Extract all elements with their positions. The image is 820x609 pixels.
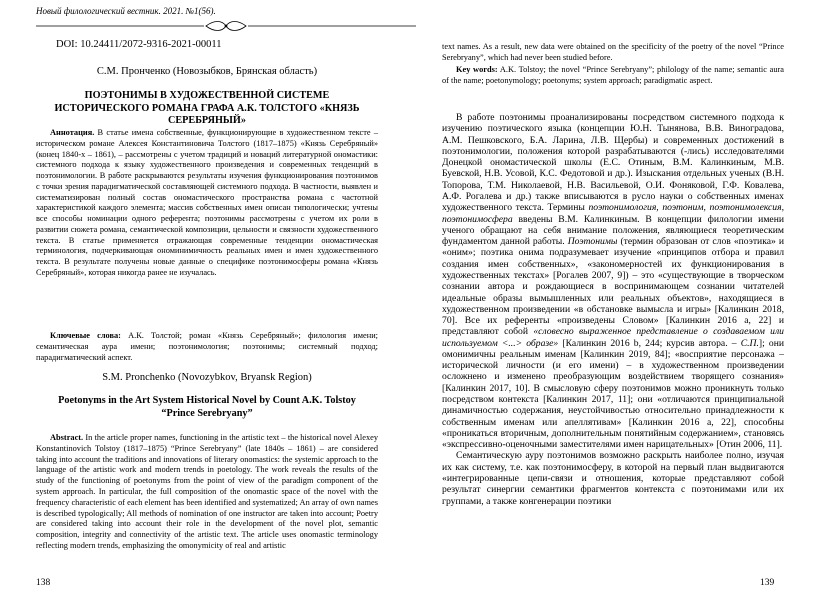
page-number-right: 139: [760, 578, 775, 588]
author-en: S.M. Pronchenko (Novozybkov, Bryansk Region): [102, 372, 312, 383]
abstract-en-label: Abstract.: [50, 433, 84, 442]
running-header: Новый филологический вестник. 2021. №1(56).: [36, 6, 216, 16]
keywords-en: [442, 65, 784, 86]
abstract-ru-text: В статье имена собственные, функционирующие в художественном тексте – историческом романе Алексея Константиновича Толстого (1817–1875) «Князь Серебряный» (конец 1840-х – 1861), – рассмотрены с учетом традиций и новаций литературной ономастики: системного подхода к языку художественного произведения и современных тенденций в поэтонимологии. В работе раскрываются результаты изучения функционирования поэтонимов с точки зрения парадигматической составляющей системного подхода. В частности, выявлен и систематизирован полный состав ономастического пространства романа с частотной характеристикой каждого элемента; массив собственных имен описан типологически; учтены все способы номинации одного референта; поэтонимы рассмотрены с учетом их роли в развитии сюжета романа, семантической композиции, цельности и связности художественного текста. В статье применяется отражающая современные тенденции ономастическая терминология, подчеркивающая ономинимичность реальных имен и имен художественного текста. В результате получены новые данные о специфике поэтонимосферы романа «Князь Серебряный», которая никогда ранее не изучалась.: [36, 128, 378, 277]
body-italic-quote: «словесно выраженное представление о создаваемом или используемом <...> образе»: [442, 326, 784, 349]
body-text: ]; они омонимичны реальным именам [Калинкин 2019, 84]; «восприятие персонажа – исторической личности (и его имени) – в художественном произведении осложнено и изменено преобразующим воздействием творящего сознания» [Калинкин 2017, 10]. В смысловую сферу поэтонимов можно проникнуть только посредством контекста [Калинкин 2017, 11]; они «отличаются принципиальной динамичностью содержания, неустойчивостью относительно принадлежности к собственным именам или апеллятивам» [Калинкин 2016 а, 22], способны «проникаться вторичным, дополнительным понятийным содержанием», становясь «экспрессивно-оценочными заместителями имен нарицательных» [Отин 2006, 11].: [442, 337, 784, 451]
body-text: В работе поэтонимы проанализированы посредством системного подхода к изучению поэтического языка (концепции Ю.Н. Тынянова, В.В. Виноградова, А.М. Пешковского, Б.А. Ларина, Л.В. Щербы) и современных достижений в поэтонимологии, положения которой разрабатываются (-лись) исследователями Донецкой ономастической школы (Е.С. Отиным, В.М. Калинкиным, М.В. Буевской, Н.В. Усовой, К.С. Федотовой и др.). Изыскания отдельных ученых (В.Н. Топорова, Т.М. Николаевой, Н.В. Васильевой, О.И. Фоняковой, Г.Ф. Ковалева, А.Ф. Рогалева и др.) также вписываются в русло науки о собственных именах художественного текста. Термины: [442, 112, 784, 214]
doi: DOI: 10.24411/2072-9316-2021-00011: [56, 39, 222, 50]
article-title-en-line1: Poetonyms in the Art System Historical Novel by Count A.K. Tolstoy: [58, 395, 356, 406]
body-text: [Калинкин 2016 b, 244; курсив автора. –: [558, 337, 741, 349]
keywords-en-label: Key words:: [456, 65, 498, 74]
abstract-en-continued: text names. As a result, new data were obtained on the specificity of the poetry of the novel “Prince Serebryany”, which had never been studied before.: [442, 42, 784, 62]
keywords-ru: [36, 331, 378, 363]
abstract-en: [36, 433, 378, 552]
body-paragraph-1: [442, 112, 784, 450]
keywords-en-text: A.K. Tolstoy; the novel “Prince Serebryany”; philology of the name; semantic aura of the name; poetonymology; poetonyms; system approach; paradigmatic aspect.: [442, 65, 784, 85]
article-body: [442, 112, 784, 507]
keywords-ru-text: А.К. Толстой; роман «Князь Серебряный»; филология имени; семантическая аура имени; поэтонимология; поэтонимы; системный подход; парадигматический аспект.: [36, 331, 378, 362]
body-italic-terms: поэтонимология, поэтоним, поэтонимолексия, поэтонимосфера: [442, 202, 784, 225]
keywords-ru-label: Ключевые слова:: [50, 331, 121, 340]
abstract-ru: [36, 128, 378, 279]
body-text: введены В.М. Калинкиным. В концепции филологии имени ученого обращают на себя внимание положения, являющиеся теоретическим фундаментом данной работы.: [442, 213, 784, 248]
body-italic-term: Поэтонимы: [567, 236, 618, 248]
body-text: (термин образован от слов «поэтика» и «оним»; поэтика онима подразумевает изучение «принципов отбора и правил создания имен собственных», «закономерностей их функционирования в художественных текстах» [Рогалев 2007, 9]) – это «существующие в творческом сознании автора и рождающиеся в воспринимающем сознании читателей идеальные образы вымышленных или реальных объектов», находящиеся в художественном произведении «в обстановке вымысла и игры» [Калинкин 2018, 70]. Все их референты «произведены Словом» [Калинкин 2016 а, 22] и представляют собой: [442, 236, 784, 338]
article-title-en: [36, 395, 378, 420]
abstract-ru-label: Аннотация.: [50, 128, 95, 137]
abstract-en-text: In the article proper names, functioning in the artistic text – the historical novel Alexey Konstantinovich Tolstoy (1817–1875) “Prince Serebryany” (late 1840s – 1861) – are considered taking into account the traditions and innovations of literary onomastics: the systemic approach to the language of the artistic work and modern trends in poetology. The work reveals the results of the study of the functioning of poetonyms from the point of view of the paradigm component of the system approach. In particular, the full composition of the onomastic space of the novel with the frequency characteristic of each element has been identified and systematized; An array of own names is described typologically; All methods of nomination of one instructor are taken into account; Poetry are considered taking into account their role in the development of the novel plot, semantic composition, integrity and connectivity of the artistic text. The article uses onomastic terminology reflecting modern trends, emphasizing the omonymicity of real and artistic: [36, 433, 378, 550]
body-italic-sign: С.П.: [740, 337, 759, 349]
article-title-ru: ПОЭТОНИМЫ В ХУДОЖЕСТВЕННОЙ СИСТЕМЕ ИСТОРИЧЕСКОГО РОМАНА ГРАФА А.К. ТОЛСТОГО «КНЯЗЬ СЕРЕБРЯНЫЙ»: [54, 90, 360, 126]
header-ornament: [36, 20, 416, 32]
article-title-en-line2: “Prince Serebryany”: [161, 407, 253, 419]
page-number-left: 138: [36, 578, 51, 588]
author-ru: С.М. Пронченко (Новозыбков, Брянская область): [96, 66, 318, 77]
body-paragraph-2: Семантическую ауру поэтонимов возможно раскрыть наиболее полно, изучая их как систему, т.е. как поэтонимосферу, в которой на первый план выдвигаются «интегрированные цепи-связи и отношения, которые представляют собой результат синергии семантики фрагментов контекста с поэтонимами или их группами, а также конгенерации поэтики: [442, 450, 784, 507]
